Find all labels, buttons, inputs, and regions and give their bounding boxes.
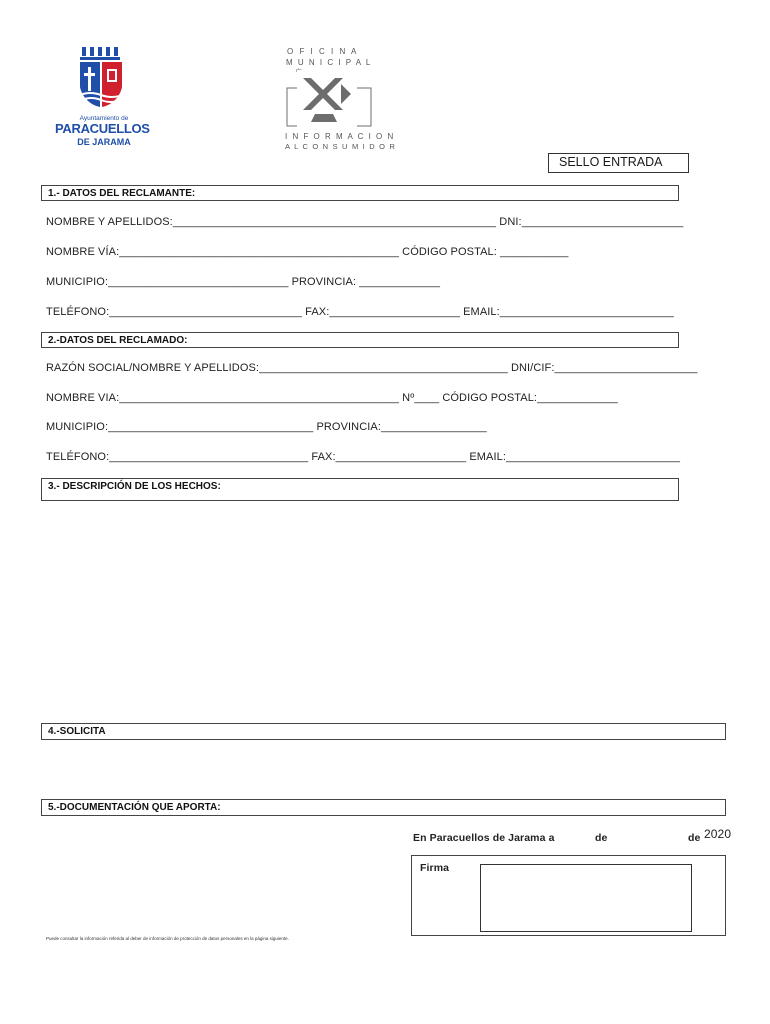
ayto-name: PARACUELLOS [55,121,150,136]
section-reclamante-header: 1.- DATOS DEL RECLAMANTE: [41,185,679,201]
footnote-proteccion-datos: Puede consultar la información referida al deber de información de protección de datos personales en la página siguiente. [46,936,289,941]
section-documentacion-header: 5.-DOCUMENTACIÓN QUE APORTA: [41,799,726,816]
hechos-text-area[interactable] [41,505,679,715]
reclamante-telefono-field[interactable]: TELÉFONO:_______________________________ FAX:_____________________ EMAIL:____________________________ [46,306,674,318]
ayto-sub: DE JARAMA [77,137,131,147]
ayuntamiento-shield-icon [60,45,152,115]
lugar-fecha-label: En Paracuellos de Jarama a [413,832,555,844]
omic-line3: I N F O R M A C I O N [285,132,395,141]
section-reclamado-header: 2.-DATOS DEL RECLAMADO: [41,332,679,348]
ayuntamiento-logo [55,45,152,155]
fecha-year[interactable]: 2020 [704,827,732,841]
firma-label: Firma [420,862,450,874]
ayto-small-text: Ayuntamiento de [79,115,129,122]
reclamante-municipio-field[interactable]: MUNICIPIO:_____________________________ PROVINCIA: _____________ [46,276,441,288]
reclamante-via-field[interactable]: NOMBRE VÍA:_____________________________________________ CÓDIGO POSTAL: ___________ [46,246,569,258]
reclamado-via-field[interactable]: NOMBRE VIA:_____________________________________________ Nº____ CÓDIGO POSTAL:_____________ [46,392,618,404]
section-solicita-header: 4.-SOLICITA [41,723,726,740]
sello-entrada-box: SELLO ENTRADA [548,153,689,173]
omic-line4: A L C O N S U M I D O R [285,142,397,151]
solicita-text-area[interactable] [41,742,726,796]
omic-logo-icon [285,70,375,130]
fecha-de-2: de [688,832,701,844]
section-hechos-header: 3.- DESCRIPCIÓN DE LOS HECHOS: [41,478,679,501]
firma-signature-box[interactable] [480,864,692,932]
fecha-de-1: de [595,832,608,844]
reclamado-telefono-field[interactable]: TELÉFONO:________________________________ FAX:_____________________ EMAIL:____________________________ [46,451,681,463]
omic-line1: O F I C I N A [287,47,359,56]
reclamante-nombre-field[interactable]: NOMBRE Y APELLIDOS:____________________________________________________ DNI:__________________________ [46,216,684,228]
omic-line2: M U N I C I P A L [286,58,372,67]
reclamado-razon-social-field[interactable]: RAZÓN SOCIAL/NOMBRE Y APELLIDOS:________________________________________ DNI/CIF:_______________________ [46,362,698,374]
reclamado-municipio-field[interactable]: MUNICIPIO:_________________________________ PROVINCIA:_________________ [46,421,487,433]
